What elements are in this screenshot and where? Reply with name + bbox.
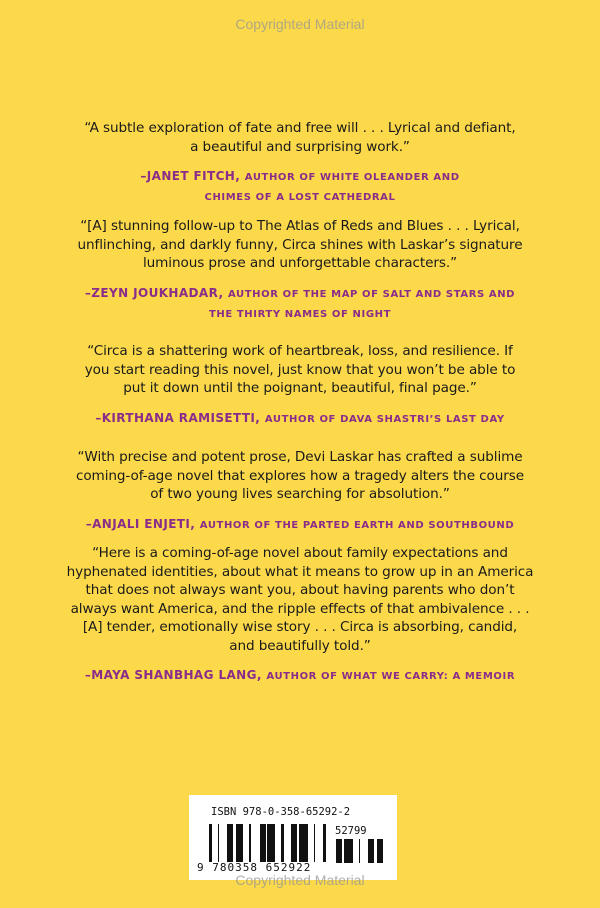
barcode-bar bbox=[344, 839, 347, 863]
barcode-bar bbox=[291, 824, 293, 862]
barcode-bar bbox=[218, 824, 219, 862]
barcode-bar bbox=[260, 824, 261, 862]
isbn-number: ISBN 978-0-358-65292-2 bbox=[211, 806, 351, 818]
blurb-quote: “[A] stunning follow-up to The Atlas of Reds and Blues . . . Lyrical, unflinching, and darkly funny, Circa shines with Laskar’s signature luminous prose and unforgettable characters.” bbox=[77, 218, 523, 271]
blurb-attribution: –MAYA SHANBHAG LANG, AUTHOR OF WHAT WE CARRY: A MEMOIR bbox=[84, 668, 516, 682]
barcode-bar bbox=[242, 824, 243, 862]
barcode-bar bbox=[341, 839, 342, 863]
barcode-bar bbox=[237, 824, 239, 862]
barcode-bar bbox=[227, 824, 230, 862]
barcode-bar bbox=[302, 824, 303, 862]
blurb-attribution: –ZEYN JOUKHADAR, AUTHOR OF THE MAP OF SALT AND STARS AND THE THIRTY NAMES OF NIGHT bbox=[84, 285, 516, 320]
copyright-watermark-bottom: Copyrighted Material bbox=[235, 872, 365, 888]
barcode-bar bbox=[368, 839, 371, 863]
blurb-maya-shanbhag-lang bbox=[40, 544, 560, 686]
barcode-bar bbox=[209, 824, 212, 862]
barcode-bar bbox=[377, 839, 378, 863]
barcode-bar bbox=[263, 824, 266, 862]
blurb-zeyn-joukhadar bbox=[40, 217, 560, 324]
barcode-bar bbox=[371, 839, 372, 863]
barcode-bar bbox=[296, 824, 297, 862]
barcode-bar bbox=[372, 839, 374, 863]
barcode-bar bbox=[303, 824, 305, 862]
blurb-kirthana-ramisetti bbox=[40, 342, 560, 429]
price-barcode-bars bbox=[335, 839, 385, 863]
barcode-bar bbox=[261, 824, 263, 862]
barcode-bar bbox=[314, 824, 315, 862]
barcode-bar bbox=[348, 839, 350, 863]
blurb-attribution: –KIRTHANA RAMISETTI, AUTHOR OF DAVA SHASTRI’S LAST DAY bbox=[95, 410, 505, 425]
barcode-bar bbox=[305, 824, 308, 862]
barcode-bar bbox=[347, 839, 348, 863]
barcode-bar bbox=[378, 839, 380, 863]
blurb-quote: “Here is a coming-of-age novel about family expectations and hyphenated identities, about what it means to grow up in an America that does not always want you, about having parents who don’t always want America, and the ripple effects of that ambivalence . . . [A] tender, emotionally wise story . . . Circa is absorbing, candid, and beautifully told.” bbox=[66, 545, 534, 654]
barcode-bar bbox=[293, 824, 296, 862]
barcode-bar bbox=[273, 824, 275, 862]
barcode-bar bbox=[249, 824, 251, 862]
barcode-bar bbox=[336, 839, 338, 863]
blurb-quote: “With precise and potent prose, Devi Laskar has crafted a sublime coming-of-age novel that explores how a tragedy alters the course of two young lives searching for absolution.” bbox=[75, 449, 525, 502]
blurb-janet-fitch bbox=[40, 119, 560, 207]
blurb-anjali-enjeti bbox=[40, 448, 560, 535]
barcode-bar bbox=[350, 839, 353, 863]
barcode-bar bbox=[267, 824, 269, 862]
isbn-barcode bbox=[189, 795, 397, 880]
blurb-quote: “A subtle exploration of fate and free will . . . Lyrical and defiant, a beautiful and surprising work.” bbox=[84, 120, 516, 155]
barcode-bar bbox=[380, 839, 383, 863]
blurb-attribution: –JANET FITCH, AUTHOR OF WHITE OLEANDER AND CHIMES OF A LOST CATHEDRAL bbox=[140, 169, 460, 203]
barcode-bar bbox=[359, 839, 360, 863]
copyright-watermark: Copyrighted Material bbox=[235, 16, 365, 32]
barcode-bar bbox=[323, 824, 326, 862]
barcode-bar bbox=[299, 824, 302, 862]
blurb-quote: “Circa is a shattering work of heartbreak, loss, and resilience. If you start reading this novel, just know that you won’t be able to put it down until the poignant, beautiful, final page.” bbox=[84, 343, 516, 396]
barcode-bar bbox=[239, 824, 242, 862]
barcode-bar bbox=[338, 839, 341, 863]
price-code: 52799 bbox=[335, 825, 367, 837]
barcode-bar bbox=[269, 824, 272, 862]
blurb-attribution: –ANJALI ENJETI, AUTHOR OF THE PARTED EARTH AND SOUTHBOUND bbox=[85, 516, 515, 531]
barcode-bar bbox=[231, 824, 233, 862]
ean-digits: 9 780358 652922 bbox=[197, 861, 312, 874]
barcode-bar bbox=[281, 824, 284, 862]
barcode-bar bbox=[272, 824, 273, 862]
ean-barcode-bars bbox=[209, 824, 327, 862]
barcode-bar bbox=[236, 824, 237, 862]
barcode-bar bbox=[230, 824, 231, 862]
